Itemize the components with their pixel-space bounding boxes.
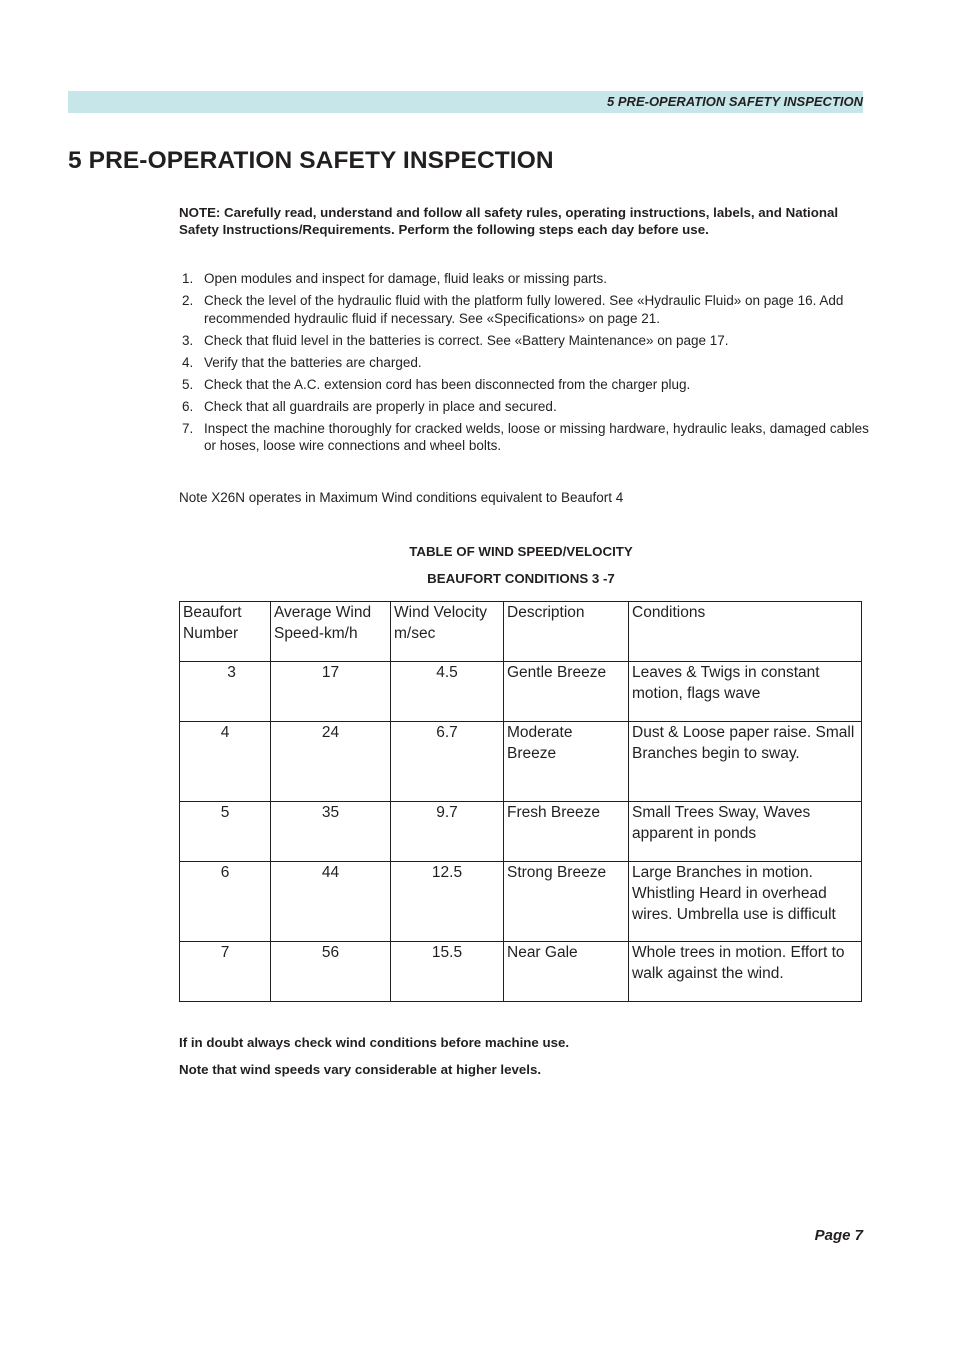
velocity-cell: 6.7 bbox=[391, 722, 504, 802]
list-item bbox=[179, 376, 869, 394]
column-header-velocity: Wind Velocity m/sec bbox=[391, 602, 504, 662]
running-header-bar bbox=[68, 91, 863, 113]
avg-speed-cell: 56 bbox=[271, 942, 391, 1002]
page-number: Page 7 bbox=[814, 1227, 863, 1244]
table-row bbox=[180, 662, 862, 722]
column-header-beaufort: Beaufort Number bbox=[180, 602, 271, 662]
velocity-cell: 4.5 bbox=[391, 662, 504, 722]
step-number: 6. bbox=[182, 398, 194, 414]
table-title: TABLE OF WIND SPEED/VELOCITY bbox=[409, 544, 633, 559]
page-title: 5 PRE-OPERATION SAFETY INSPECTION bbox=[68, 147, 554, 174]
step-text: Check that fluid level in the batteries is correct. See «Battery Maintenance» on page 17. bbox=[204, 332, 729, 348]
beaufort-number-cell: 3 bbox=[180, 662, 271, 722]
table-subtitle: BEAUFORT CONDITIONS 3 -7 bbox=[427, 571, 615, 586]
description-cell: Fresh Breeze bbox=[504, 802, 629, 862]
step-number: 4. bbox=[182, 354, 194, 370]
beaufort-number-cell: 4 bbox=[180, 722, 271, 802]
avg-speed-cell: 44 bbox=[271, 862, 391, 942]
table-row bbox=[180, 942, 862, 1002]
beaufort-number-cell: 7 bbox=[180, 942, 271, 1002]
conditions-cell: Small Trees Sway, Waves apparent in ponds bbox=[629, 802, 862, 862]
velocity-cell: 15.5 bbox=[391, 942, 504, 1002]
column-header-avg-speed: Average Wind Speed-km/h bbox=[271, 602, 391, 662]
step-text: Check the level of the hydraulic fluid with the platform fully lowered. See «Hydraulic Fluid» on page 16. Add recommended hydraulic fluid if necessary. See «Specifications» on page 21. bbox=[204, 293, 844, 326]
footnote-wind-levels: Note that wind speeds vary considerable at higher levels. bbox=[179, 1062, 542, 1077]
safety-note: NOTE: Carefully read, understand and follow all safety rules, operating instructions, labels, and National Safety Instructions/Requirements. Perform the following steps each day before use. bbox=[179, 205, 839, 237]
beaufort-number-cell: 6 bbox=[180, 862, 271, 942]
avg-speed-cell: 17 bbox=[271, 662, 391, 722]
list-item bbox=[179, 354, 869, 372]
list-item bbox=[179, 270, 869, 288]
wind-speed-table bbox=[179, 601, 862, 1002]
step-number: 5. bbox=[182, 376, 194, 392]
step-text: Verify that the batteries are charged. bbox=[204, 354, 422, 370]
description-cell: Strong Breeze bbox=[504, 862, 629, 942]
conditions-cell: Leaves & Twigs in constant motion, flags wave bbox=[629, 662, 862, 722]
step-number: 7. bbox=[182, 420, 194, 436]
list-item bbox=[179, 332, 869, 350]
step-text: Check that the A.C. extension cord has been disconnected from the charger plug. bbox=[204, 376, 691, 392]
running-header-text: 5 PRE-OPERATION SAFETY INSPECTION bbox=[607, 94, 863, 109]
conditions-cell: Large Branches in motion. Whistling Heard in overhead wires. Umbrella use is difficult bbox=[629, 862, 862, 942]
column-header-description: Description bbox=[504, 602, 629, 662]
description-cell: Moderate Breeze bbox=[504, 722, 629, 802]
conditions-cell: Dust & Loose paper raise. Small Branches begin to sway. bbox=[629, 722, 862, 802]
inspection-steps-list bbox=[179, 270, 869, 459]
velocity-cell: 9.7 bbox=[391, 802, 504, 862]
step-text: Open modules and inspect for damage, fluid leaks or missing parts. bbox=[204, 271, 607, 286]
table-row bbox=[180, 722, 862, 802]
step-number: 3. bbox=[182, 332, 194, 348]
avg-speed-cell: 35 bbox=[271, 802, 391, 862]
beaufort-number-cell: 5 bbox=[180, 802, 271, 862]
step-number: 1. bbox=[182, 271, 194, 286]
wind-condition-note: Note X26N operates in Maximum Wind conditions equivalent to Beaufort 4 bbox=[179, 490, 624, 505]
description-cell: Gentle Breeze bbox=[504, 662, 629, 722]
step-number: 2. bbox=[182, 293, 194, 308]
step-text: Check that all guardrails are properly in place and secured. bbox=[204, 398, 557, 414]
conditions-cell: Whole trees in motion. Effort to walk against the wind. bbox=[629, 942, 862, 1002]
table-row bbox=[180, 802, 862, 862]
description-cell: Near Gale bbox=[504, 942, 629, 1002]
table-header-row bbox=[180, 602, 862, 662]
list-item bbox=[179, 292, 869, 327]
step-text: Inspect the machine thoroughly for cracked welds, loose or missing hardware, hydraulic leaks, damaged cables or hoses, loose wire connections and wheel bolts. bbox=[204, 420, 869, 453]
column-header-conditions: Conditions bbox=[629, 602, 862, 662]
avg-speed-cell: 24 bbox=[271, 722, 391, 802]
list-item bbox=[179, 398, 869, 416]
table-row bbox=[180, 862, 862, 942]
list-item bbox=[179, 420, 869, 455]
footnote-wind-check: If in doubt always check wind conditions before machine use. bbox=[179, 1035, 570, 1050]
velocity-cell: 12.5 bbox=[391, 862, 504, 942]
